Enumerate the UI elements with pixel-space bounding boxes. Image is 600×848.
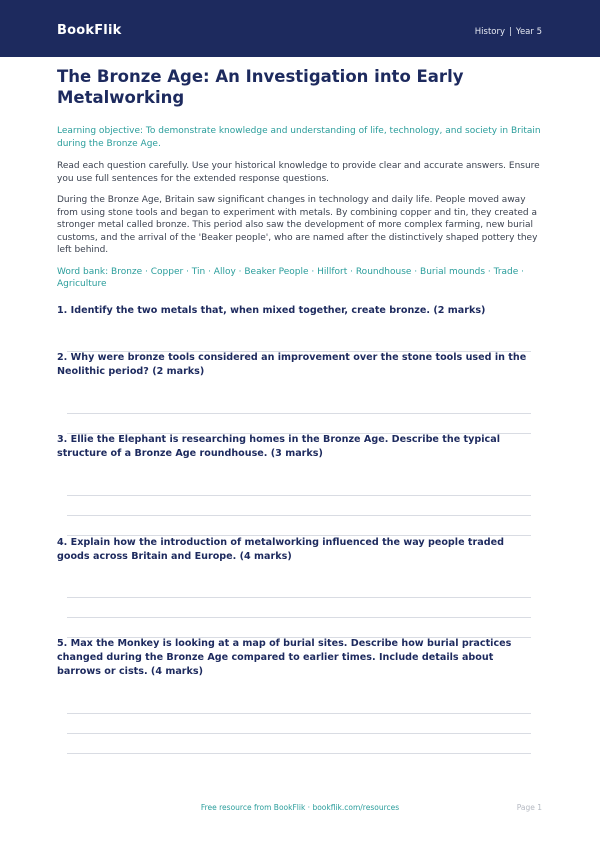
header-meta	[475, 27, 542, 37]
answer-line[interactable]	[67, 597, 531, 598]
footer-source-link[interactable]: Free resource from BookFlik · bookflik.com/resources	[200, 803, 400, 812]
word-bank: Word bank: Bronze · Copper · Tin · Alloy · Beaker People · Hillfort · Roundhouse · Burial mounds · Trade · Agriculture	[57, 266, 525, 289]
answer-line[interactable]	[67, 495, 531, 496]
year-label: Year 5	[515, 27, 542, 37]
page-title: The Bronze Age: An Investigation into Early Metalworking	[57, 67, 464, 107]
answer-line[interactable]	[67, 413, 531, 414]
answer-line[interactable]	[67, 515, 531, 516]
question-1: 1. Identify the two metals that, when mixed together, create bronze. (2 marks)	[57, 305, 486, 316]
question-2: 2. Why were bronze tools considered an improvement over the stone tools used in the Neolithic period? (2 marks)	[57, 352, 527, 377]
meta-separator: |	[509, 27, 512, 37]
worksheet-intro	[57, 66, 543, 291]
question-3: 3. Ellie the Elephant is researching homes in the Bronze Age. Describe the typical structure of a Bronze Age roundhouse. (3 marks)	[57, 434, 500, 459]
question-4: 4. Explain how the introduction of metalworking influenced the way people traded goods across Britain and Europe. (4 marks)	[57, 537, 504, 562]
answer-line[interactable]	[67, 753, 531, 754]
answer-line[interactable]	[67, 713, 531, 714]
header-bar	[0, 0, 600, 57]
instructions: Read each question carefully. Use your historical knowledge to provide clear and accurate answers. Ensure you use full sentences for the extended response questions.	[57, 161, 540, 184]
intro-paragraph: During the Bronze Age, Britain saw significant changes in technology and daily life. People moved away from using stone tools and began to experiment with metals. By combining copper and tin, they created a stronger metal called bronze. This period also saw the development of more complex farming, new burial customs, and the arrival of the 'Beaker people', who are named after the distinctively shaped pottery they left behind.	[57, 195, 538, 255]
answer-line[interactable]	[67, 617, 531, 618]
page-footer	[0, 803, 600, 815]
brand-logo[interactable]: BookFlik	[57, 23, 122, 38]
question-5: 5. Max the Monkey is looking at a map of burial sites. Describe how burial practices changed during the Bronze Age compared to earlier times. Include details about barrows or cists. (4 marks)	[57, 638, 512, 677]
learning-objective: Learning objective: To demonstrate knowledge and understanding of life, technology, and society in Britain during the Bronze Age.	[57, 126, 541, 149]
page-number: Page 1	[516, 803, 542, 812]
answer-line[interactable]	[67, 733, 531, 734]
subject-label: History	[474, 27, 506, 37]
